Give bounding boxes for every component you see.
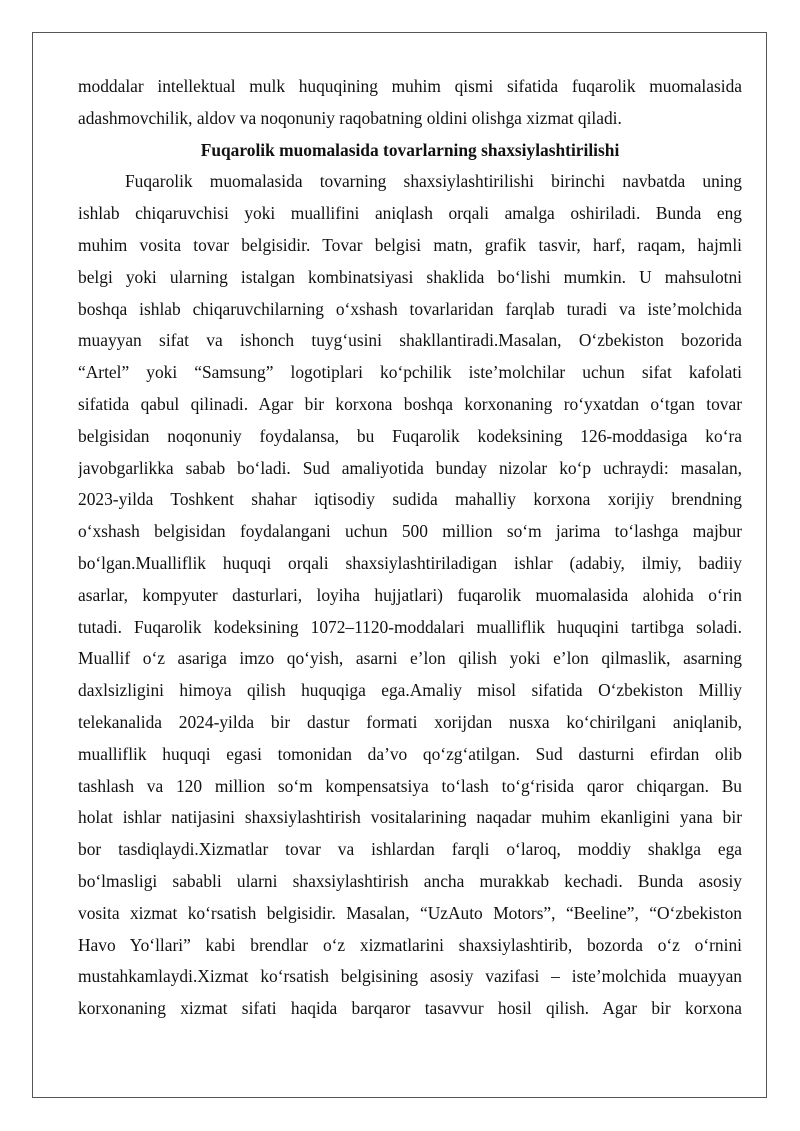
paragraph-line: vosita xizmat ko‘rsatish belgisidir. Masalan, “UzAuto Motors”, “Beeline”, “O‘zbekiston [78,902,742,923]
paragraph-line: muhim vosita tovar belgisidir. Tovar belgisi matn, grafik tasvir, harf, raqam, hajmli [78,234,742,255]
document-body [78,71,742,1025]
paragraph-line: holat ishlar natijasini shaxsiylashtirish vositalarining naqadar muhim ekanligini yana bir [78,807,742,828]
paragraph-line: tashlash va 120 million so‘m kompensatsiya to‘lash to‘g‘risida qaror chiqargan. Bu [78,775,742,796]
paragraph-line: bo‘lgan.Mualliflik huquqi orqali shaxsiylashtiriladigan ishlar (adabiy, ilmiy, badiiy [78,552,742,573]
paragraph-line: mualliflik huquqi egasi tomonidan da’vo qo‘zg‘atilgan. Sud dasturni efirdan olib [78,743,742,764]
paragraph-line: bor tasdiqlaydi.Xizmatlar tovar va ishlardan farqli o‘laroq, moddiy shaklga ega [78,839,742,860]
paragraph-line: tutadi. Fuqarolik kodeksining 1072–1120-moddalari mualliflik huquqini tartibga soladi. [78,616,742,637]
paragraph-line: muayyan sifat va ishonch tuyg‘usini shakllantiradi.Masalan, O‘zbekiston bozorida [78,330,742,351]
paragraph-line: ishlab chiqaruvchisi yoki muallifini aniqlash orqali amalga oshiriladi. Bunda eng [78,203,742,224]
paragraph-line: belgisidan noqonuniy foydalansa, bu Fuqarolik kodeksining 126-moddasiga ko‘ra [78,425,742,446]
paragraph-line: Havo Yo‘llari” kabi brendlar o‘z xizmatlarini shaxsiylashtirib, bozorda o‘z o‘rnini [78,934,742,955]
paragraph-line: bo‘lmasligi sababli ularni shaxsiylashtirish ancha murakkab kechadi. Bunda asosiy [78,870,742,891]
paragraph-line: daxlsizligini himoya qilish huquqiga ega.Amaliy misol sifatida O‘zbekiston Milliy [78,680,742,701]
paragraph-line: Fuqarolik muomalasida tovarning shaxsiylashtirilishi birinchi navbatda uning [125,171,742,192]
paragraph-line: asarlar, kompyuter dasturlari, loyiha hujjatlari) fuqarolik muomalasida alohida o‘rin [78,584,742,605]
paragraph-line: javobgarlikka sabab bo‘ladi. Sud amaliyotida bunday nizolar ko‘p uchraydi: masalan, [78,457,742,478]
paragraph-line: belgi yoki ularning istalgan kombinatsiyasi shaklida bo‘lishi mumkin. U mahsulotni [78,266,742,287]
paragraph-line: sifatida qabul qilinadi. Agar bir korxona boshqa korxonaning ro‘yxatdan o‘tgan tovar [78,393,742,414]
paragraph-line: “Artel” yoki “Samsung” logotiplari ko‘pchilik iste’molchilar uchun sifat kafolati [78,362,742,383]
paragraph-line: o‘xshash belgisidan foydalangani uchun 500 million so‘m jarima to‘lashga majbur [78,521,742,542]
intro-line-1: moddalar intellektual mulk huquqining muhim qismi sifatida fuqarolik muomalasida [78,76,742,96]
paragraph-line: boshqa ishlab chiqaruvchilarning o‘xshash tovarlaridan farqlab turadi va iste’molchida [78,298,742,319]
paragraph-line: Muallif o‘z asariga imzo qo‘yish, asarni e’lon qilish yoki e’lon qilmaslik, asarning [78,648,742,669]
paragraph-line: telekanalida 2024-yilda bir dastur formati xorijdan nusxa ko‘chirilgani aniqlanib, [78,711,742,732]
section-heading: Fuqarolik muomalasida tovarlarning shaxsiylashtirilishi [200,139,620,160]
intro-line-2: adashmovchilik, aldov va noqonuniy raqobatning oldini olishga xizmat qiladi. [78,107,622,128]
paragraph-line: mustahkamlaydi.Xizmat ko‘rsatish belgisining asosiy vazifasi – iste’molchida muayyan [78,966,742,987]
paragraph-line: korxonaning xizmat sifati haqida barqaror tasavvur hosil qilish. Agar bir korxona [78,998,742,1019]
paragraph-line: 2023-yilda Toshkent shahar iqtisodiy sudida mahalliy korxona xorijiy brendning [78,489,742,510]
